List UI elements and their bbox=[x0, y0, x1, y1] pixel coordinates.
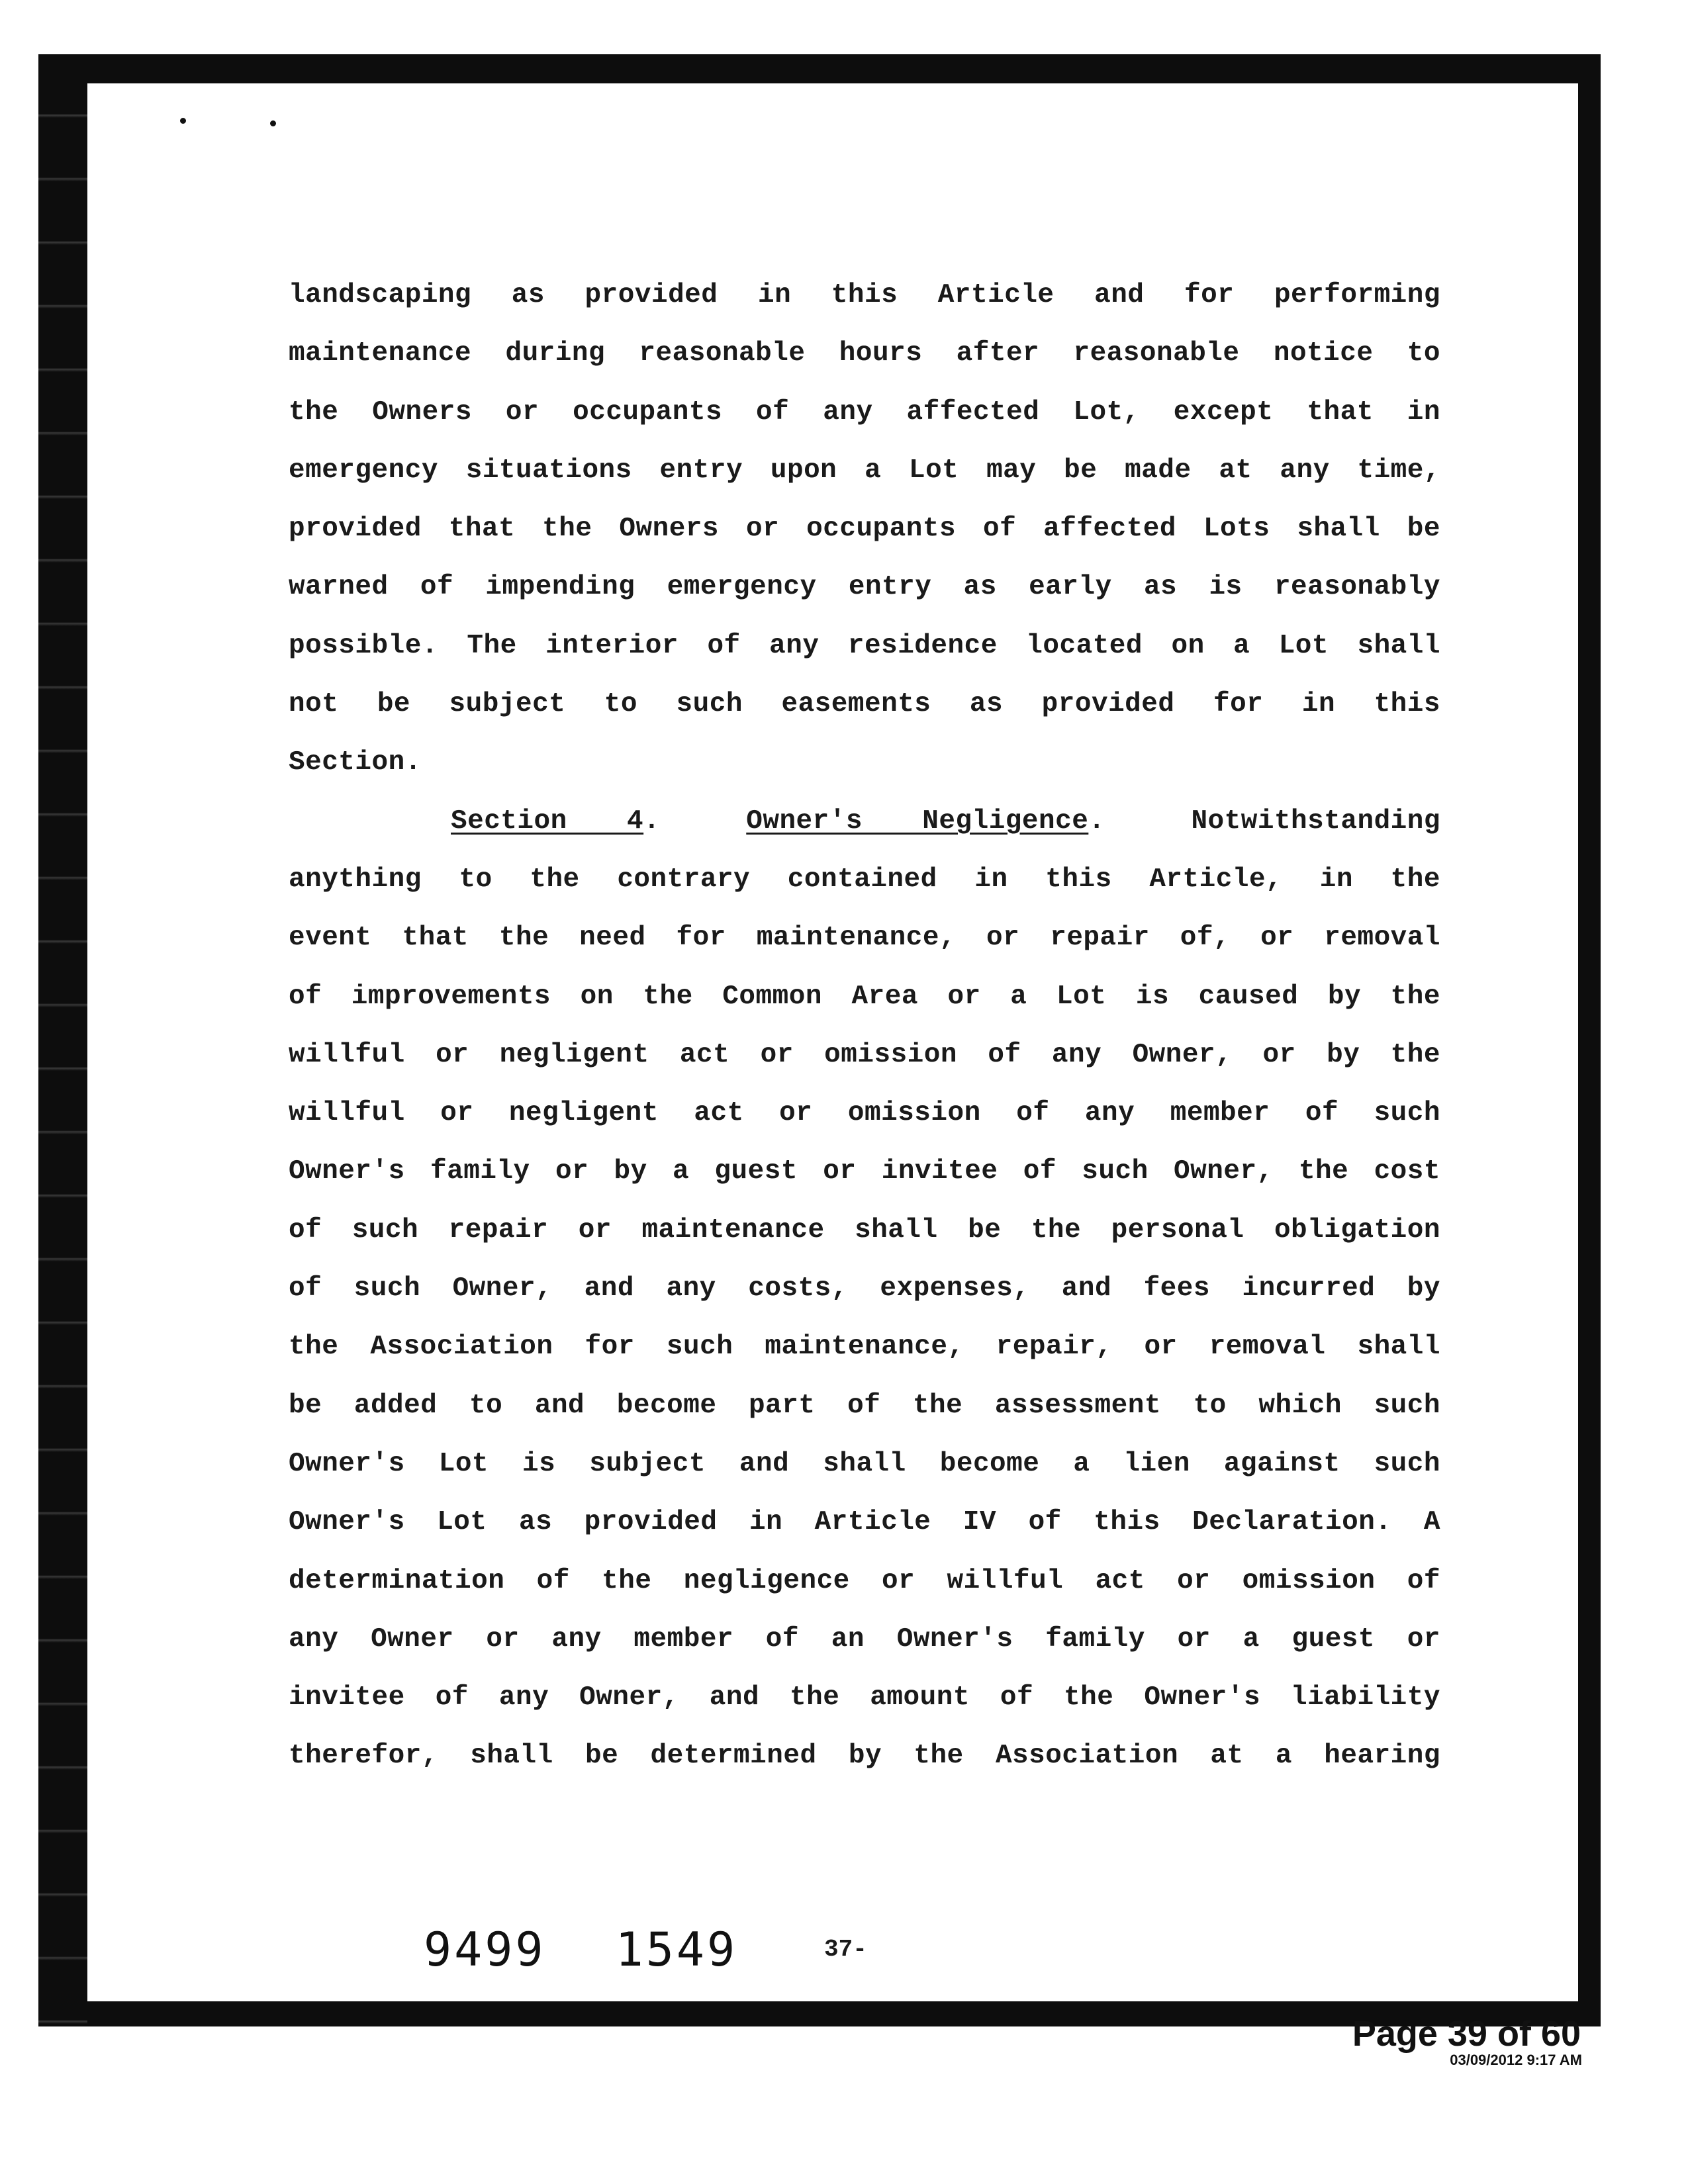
text-line: the Owners or occupants of any affected Lot, except that in bbox=[289, 396, 1440, 428]
text-line: Owner's Lot is subject and shall become a lien against such bbox=[289, 1448, 1440, 1479]
book-page-stamp bbox=[424, 1923, 737, 1977]
text-line: the Association for such maintenance, repair, or removal shall bbox=[289, 1332, 1440, 1363]
text-line: be added to and become part of the assessment to which such bbox=[289, 1390, 1440, 1421]
section-lead-word: Notwithstanding bbox=[1191, 805, 1440, 837]
text-line: invitee of any Owner, and the amount of the Owner's liability bbox=[289, 1682, 1440, 1713]
text-line: any Owner or any member of an Owner's family or a guest or bbox=[289, 1623, 1440, 1655]
text-line: determination of the negligence or willful act or omission of bbox=[289, 1565, 1440, 1596]
book-number: 9499 bbox=[424, 1923, 546, 1977]
text-line: of such repair or maintenance shall be the personal obligation bbox=[289, 1214, 1440, 1246]
text-line: willful or negligent act or omission of any Owner, or by the bbox=[289, 1039, 1440, 1070]
text-line: willful or negligent act or omission of any member of such bbox=[289, 1098, 1440, 1129]
scan-speck bbox=[180, 118, 186, 124]
section-title: Owner's Negligence bbox=[746, 805, 1089, 837]
section-heading-line: Section 4. Owner's Negligence. Notwithstanding bbox=[451, 805, 1440, 837]
text-line: emergency situations entry upon a Lot may be made at any time, bbox=[289, 455, 1440, 486]
text-line: anything to the contrary contained in this Article, in the bbox=[289, 864, 1440, 895]
text-line: provided that the Owners or occupants of affected Lots shall be bbox=[289, 514, 1440, 545]
text-line: therefor, shall be determined by the Association at a hearing bbox=[289, 1741, 1440, 1772]
text-line: of such Owner, and any costs, expenses, and fees incurred by bbox=[289, 1273, 1440, 1304]
text-line: Section. bbox=[289, 747, 422, 778]
paragraph-2 bbox=[289, 850, 1440, 1786]
text-line: Owner's Lot as provided in Article IV of this Declaration. A bbox=[289, 1507, 1440, 1538]
document-body bbox=[289, 266, 1440, 1786]
text-line: Owner's family or by a guest or invitee of such Owner, the cost bbox=[289, 1156, 1440, 1187]
page-number: 37- bbox=[824, 1936, 867, 1963]
text-line: not be subject to such easements as provided for in this bbox=[289, 689, 1440, 720]
paragraph-1 bbox=[289, 266, 1440, 792]
text-line: of improvements on the Common Area or a Lot is caused by the bbox=[289, 981, 1440, 1012]
text-line: maintenance during reasonable hours after reasonable notice to bbox=[289, 338, 1440, 369]
section-label: Section 4 bbox=[451, 805, 644, 837]
text-line: warned of impending emergency entry as early as is reasonably bbox=[289, 572, 1440, 603]
text-line: landscaping as provided in this Article and for performing bbox=[289, 280, 1440, 310]
print-timestamp: 03/09/2012 9:17 AM bbox=[1450, 2052, 1582, 2068]
text-line: possible. The interior of any residence located on a Lot shall bbox=[289, 630, 1440, 661]
scan-speck bbox=[270, 120, 276, 126]
page-of-indicator: Page 39 of 60 bbox=[1352, 2014, 1581, 2054]
page-stamp-number: 1549 bbox=[615, 1923, 738, 1977]
text-line: event that the need for maintenance, or repair of, or removal bbox=[289, 923, 1440, 954]
